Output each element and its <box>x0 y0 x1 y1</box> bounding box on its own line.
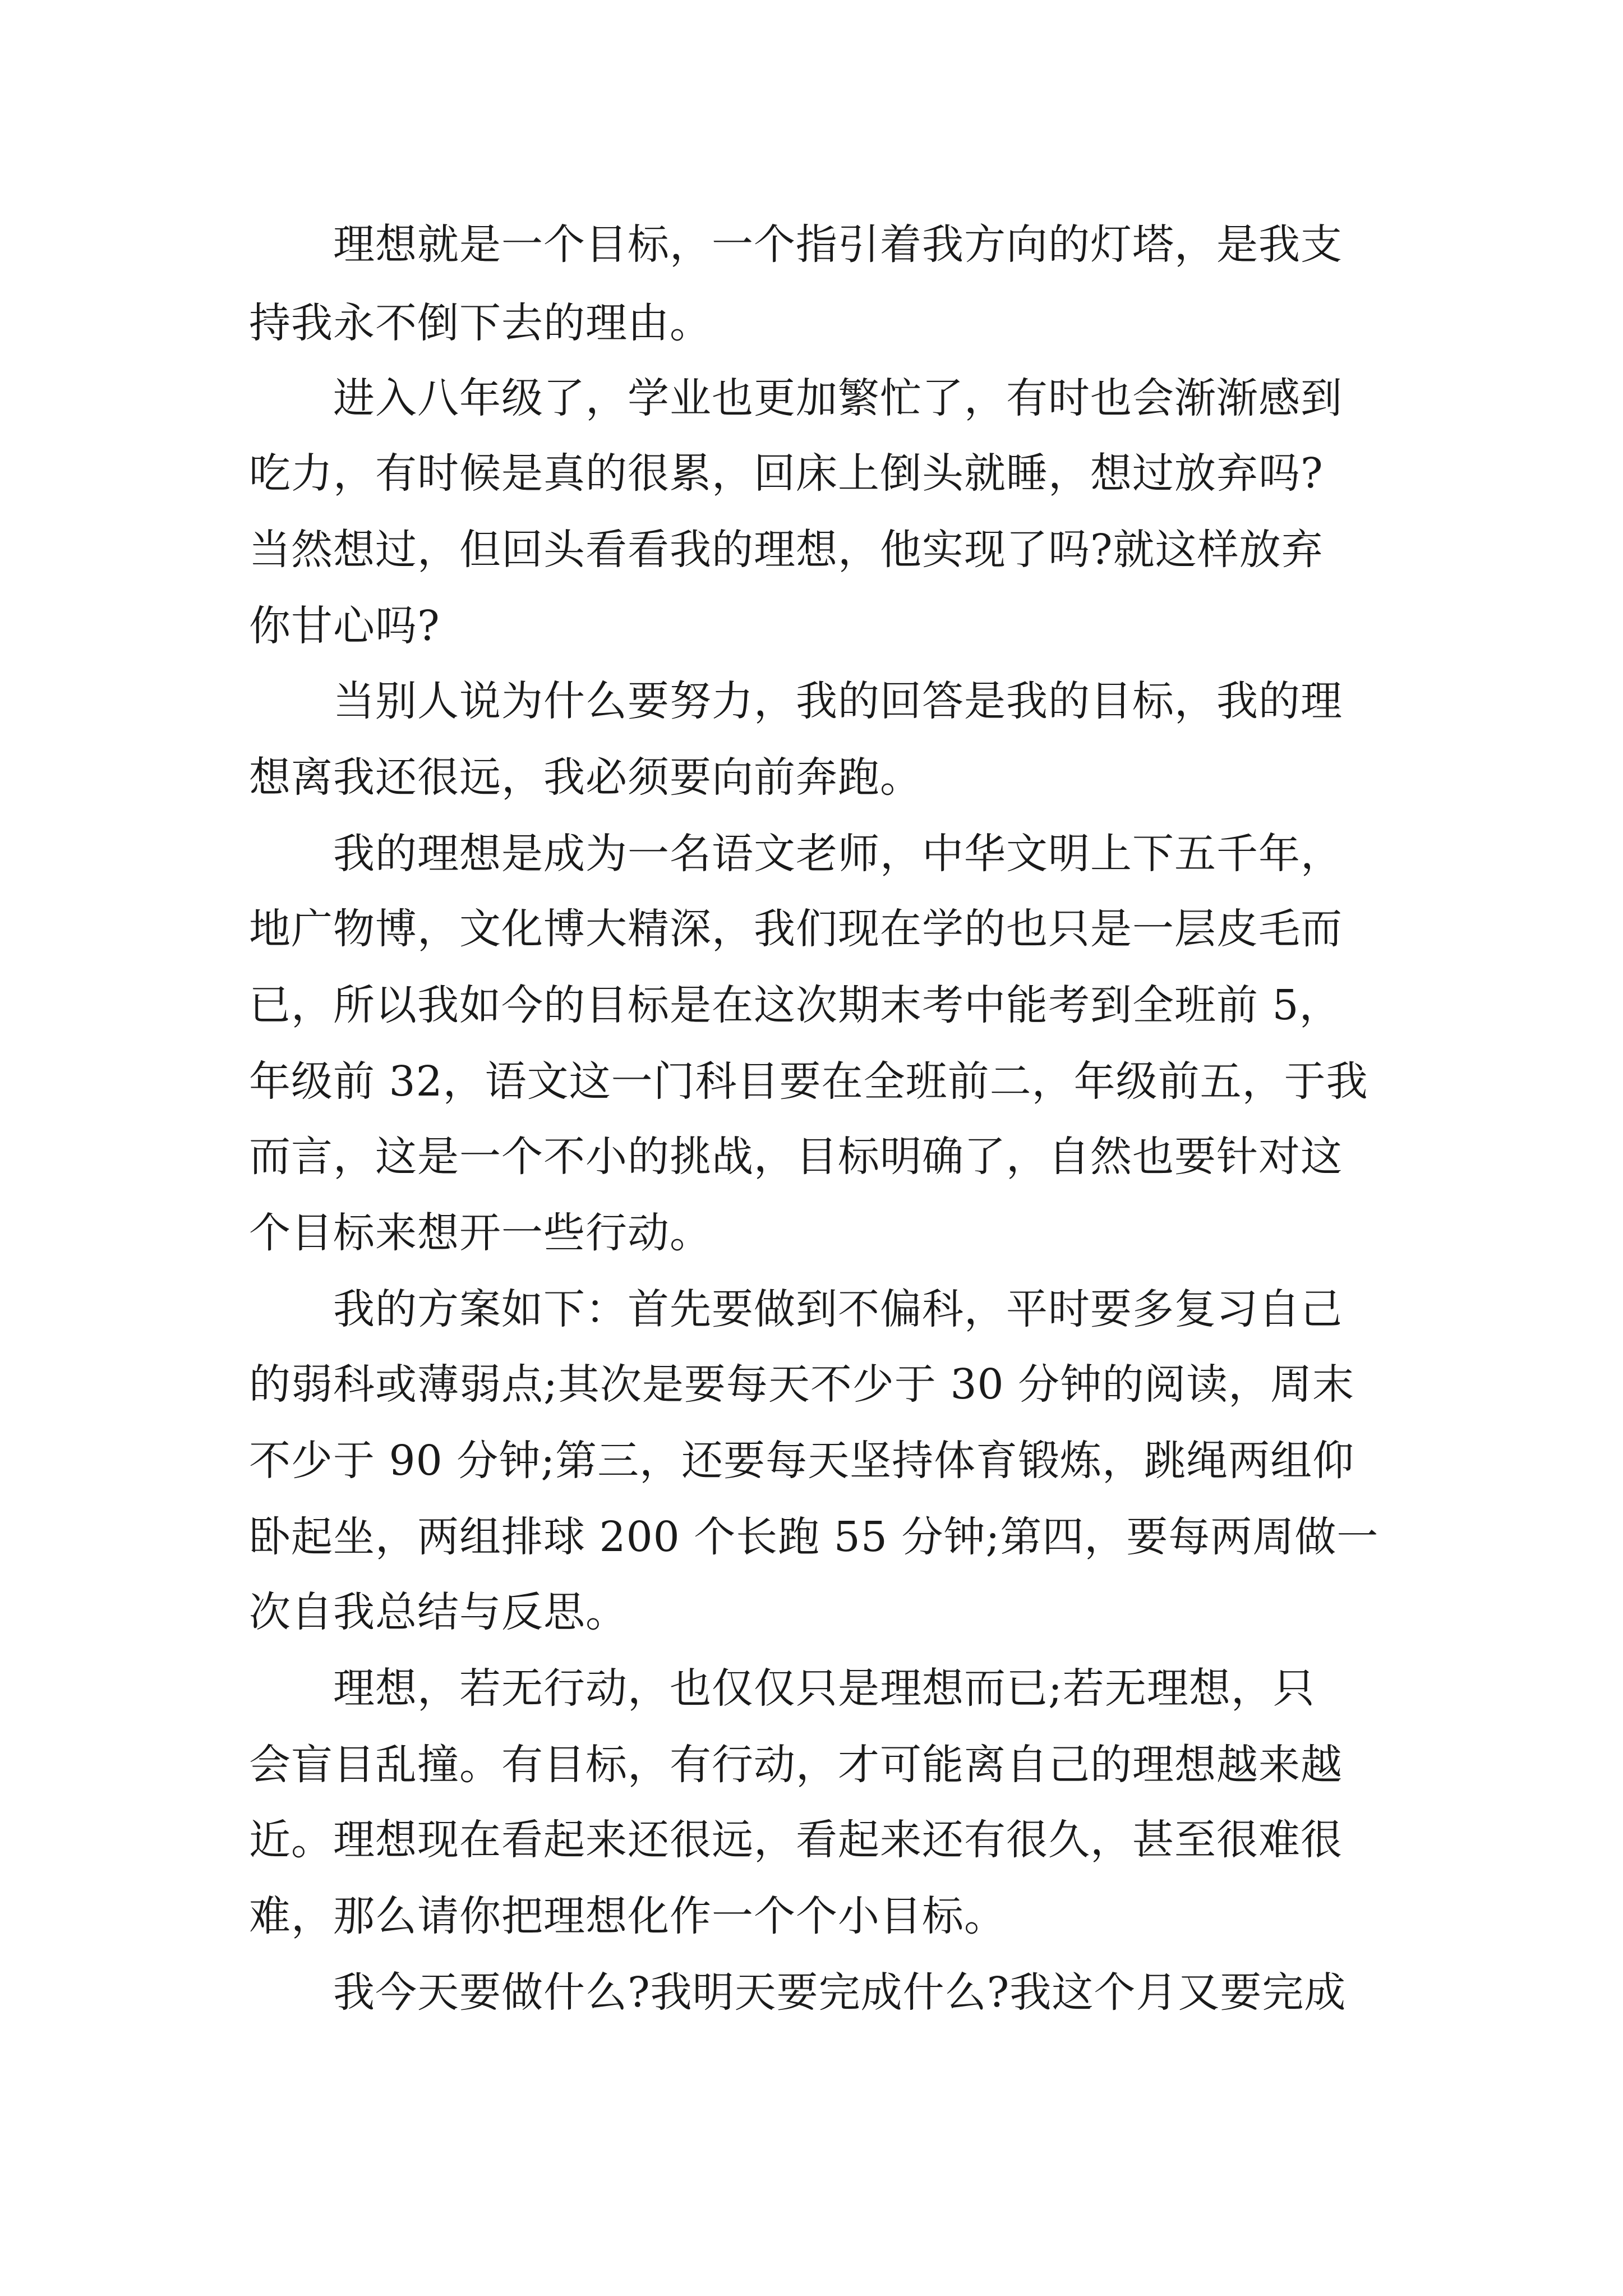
text-line: 而言，这是一个不小的挑战，目标明确了，自然也要针对这 <box>249 1133 1343 1181</box>
text-line: 理想，若无行动，也仅仅只是理想而已;若无理想，只 <box>333 1664 1315 1713</box>
text-line: 个目标来想开一些行动。 <box>249 1209 712 1257</box>
text-line: 你甘心吗? <box>249 602 440 650</box>
text-line: 会盲目乱撞。有目标，有行动，才可能离自己的理想越来越 <box>249 1741 1343 1789</box>
text-line: 近。理想现在看起来还很远，看起来还有很久，甚至很难很 <box>249 1816 1343 1864</box>
text-line: 已，所以我如今的目标是在这次期末考中能考到全班前 5， <box>249 981 1341 1029</box>
text-line: 卧起坐，两组排球 200 个长跑 55 分钟;第四，要每两周做一 <box>249 1513 1379 1561</box>
text-line: 我的方案如下：首先要做到不偏科，平时要多复习自己 <box>333 1285 1343 1333</box>
text-line: 我今天要做什么?我明天要完成什么?我这个月又要完成 <box>333 1968 1347 2017</box>
text-line: 的弱科或薄弱点;其次是要每天不少于 30 分钟的阅读，周末 <box>249 1360 1355 1409</box>
text-line: 地广物博，文化博大精深，我们现在学的也只是一层皮毛而 <box>249 905 1343 953</box>
text-line: 当别人说为什么要努力，我的回答是我的目标，我的理 <box>333 677 1343 725</box>
text-line: 进入八年级了，学业也更加繁忙了，有时也会渐渐感到 <box>333 374 1343 422</box>
text-line: 吃力，有时候是真的很累，回床上倒头就睡，想过放弃吗? <box>249 449 1324 498</box>
text-line: 理想就是一个目标，一个指引着我方向的灯塔，是我支 <box>333 220 1343 269</box>
text-line: 当然想过，但回头看看我的理想，他实现了吗?就这样放弃 <box>249 526 1324 574</box>
text-line: 不少于 90 分钟;第三，还要每天坚持体育锻炼，跳绳两组仰 <box>249 1437 1355 1485</box>
text-line: 持我永不倒下去的理由。 <box>249 299 712 347</box>
text-line: 我的理想是成为一名语文老师，中华文明上下五千年， <box>333 830 1343 878</box>
text-line: 年级前 32，语文这一门科目要在全班前二，年级前五，于我 <box>249 1057 1368 1106</box>
text-line: 想离我还很远，我必须要向前奔跑。 <box>249 753 922 802</box>
text-line: 次自我总结与反思。 <box>249 1588 628 1636</box>
text-line: 难，那么请你把理想化作一个个小目标。 <box>249 1892 1006 1940</box>
